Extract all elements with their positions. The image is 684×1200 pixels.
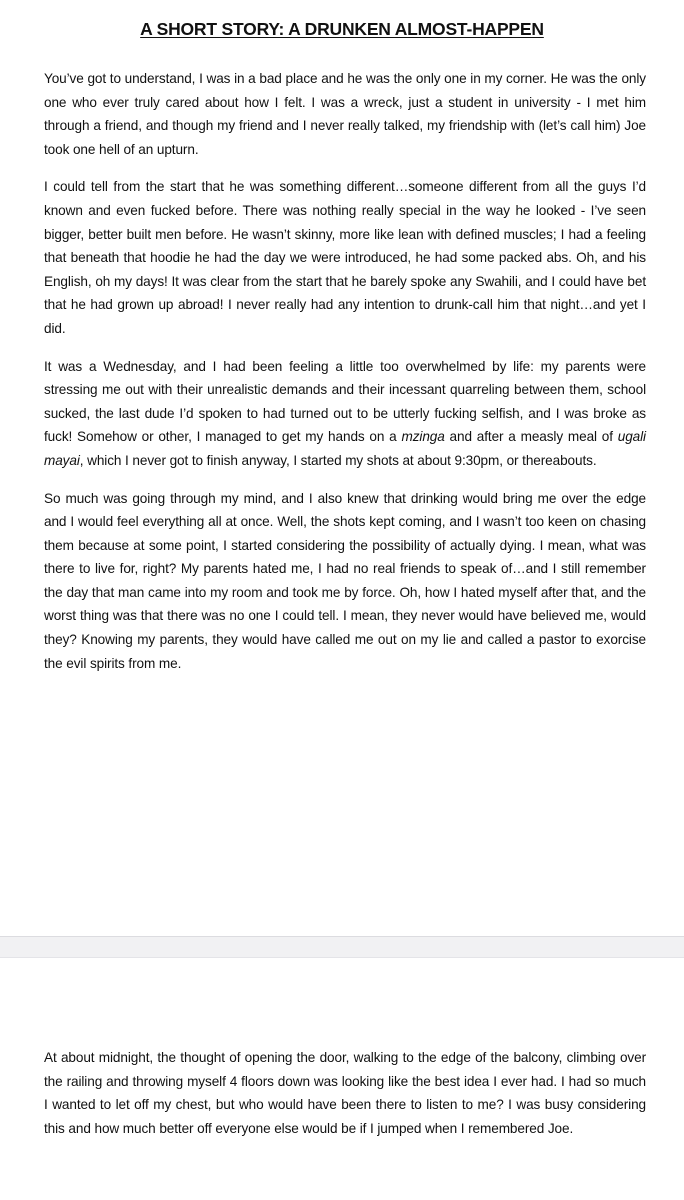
story-title: A SHORT STORY: A DRUNKEN ALMOST-HAPPEN <box>140 19 544 39</box>
paragraph <box>44 487 646 676</box>
italic-run: ugali mayai <box>44 429 646 468</box>
paragraph <box>44 355 646 473</box>
paragraph <box>44 175 646 340</box>
page-break <box>0 936 684 958</box>
text-run: and after a measly meal of <box>444 429 618 445</box>
italic-run: mzinga <box>401 429 445 445</box>
paragraph <box>44 1046 646 1140</box>
text-run: I could tell from the start that he was something different…someone different from all the guys I’d known and even fucked before. There was nothing really special in the way he looked - I’ve seen bigger, better built men before. He wasn’t skinny, more like lean with defined muscles; I had a feeling that beneath that hoodie he had the day we were introduced, he had some packed abs. Oh, and his English, oh my days! It was clear from the start that he barely spoke any Swahili, and I could have bet that he had grown up abroad! I never really had any intention to drunk-call him that night…and yet I did. <box>44 179 646 336</box>
text-run: It was a Wednesday, and I had been feeling a little too overwhelmed by life: my parents were stressing me out with their unrealistic demands and their incessant quarreling between them, school sucked, the last dude I’d spoken to had turned out to be utterly fucking selfish, and I was broke as fuck! Somehow or other, I managed to get my hands on a <box>44 358 646 445</box>
page-1-body <box>44 67 646 689</box>
page-2-body <box>44 1046 646 1154</box>
text-run: At about midnight, the thought of opening the door, walking to the edge of the balcony, climbing over the railing and throwing myself 4 floors down was looking like the best idea I ever had. I had so much I wanted to let off my chest, but who would have been there to listen to me? I was busy considering this and how much better off everyone else would be if I jumped when I remembered Joe. <box>44 1050 646 1136</box>
text-run: So much was going through my mind, and I also knew that drinking would bring me over the edge and I would feel everything all at once. Well, the shots kept coming, and I wasn’t too keen on chasing them because at some point, I started considering the possibility of actually dying. I mean, what was there to live for, right? My parents hated me, I had no real friends to speak of…and I still remember the day that man came into my room and took me by force. Oh, how I hated myself after that, and the worst thing was that there was no one I could tell. I mean, they never would have believed me, would they? Knowing my parents, they would have called me out on my lie and called a pastor to exorcise the evil spirits from me. <box>44 490 646 671</box>
text-run: You’ve got to understand, I was in a bad place and he was the only one in my corner. He was the only one who ever truly cared about how I felt. I was a wreck, just a student in university - I met him through a friend, and though my friend and I never really talked, my friendship with (let’s call him) Joe took one hell of an upturn. <box>44 71 646 157</box>
paragraph <box>44 67 646 161</box>
document-page-2 <box>0 958 684 1200</box>
text-run: , which I never got to finish anyway, I started my shots at about 9:30pm, or thereabouts. <box>79 452 597 468</box>
